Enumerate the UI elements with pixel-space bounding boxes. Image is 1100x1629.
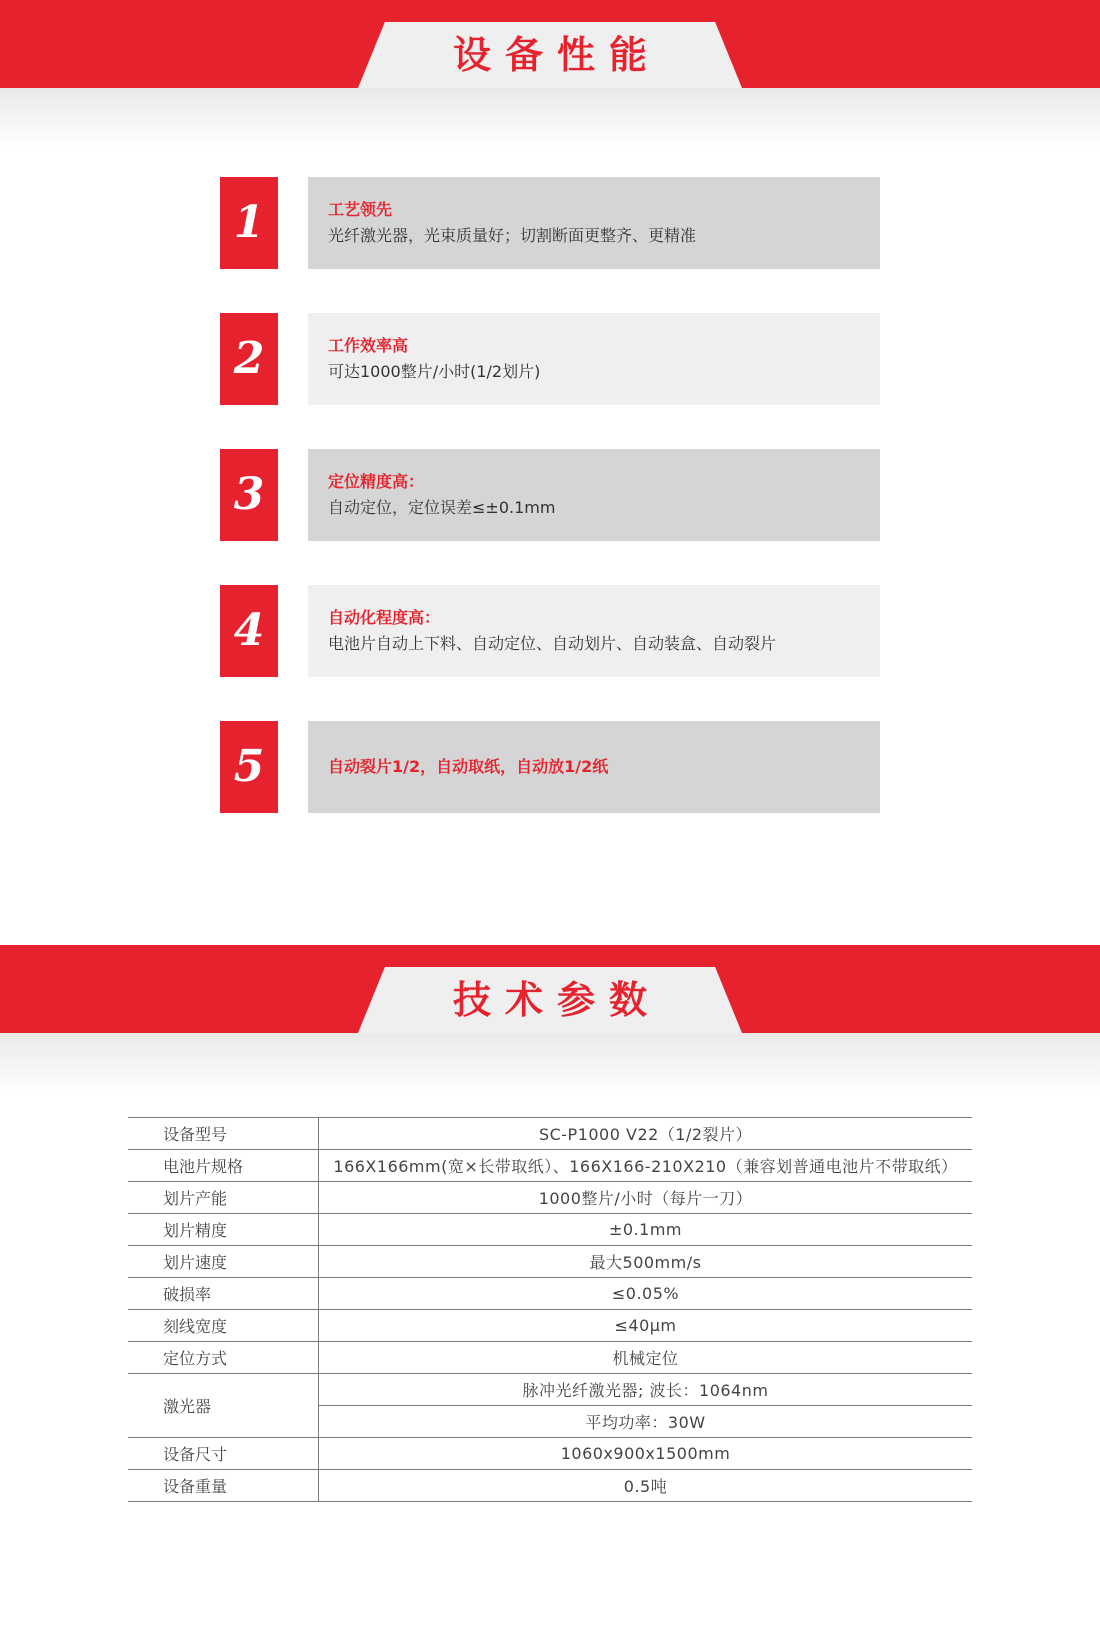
feature-box [308,449,880,541]
feature-desc: 可达1000整片/小时(1/2划片) [328,362,541,381]
spec-value: 166X166mm(宽×长带取纸）、166X166-210X210（兼容划普通电池片不带取纸） [319,1150,973,1182]
spec-key: 划片速度 [128,1246,319,1278]
feature-number: 1 [220,177,278,269]
spec-value: 机械定位 [319,1342,973,1374]
feature-box [308,721,880,813]
performance-title: 设备性能 [452,33,661,77]
table-row [128,1342,972,1374]
feature-item [220,449,880,541]
spec-value: 0.5吨 [319,1470,973,1502]
spec-key: 电池片规格 [128,1150,319,1182]
feature-number: 4 [220,585,278,677]
table-row [128,1246,972,1278]
spec-key: 设备尺寸 [128,1438,319,1470]
feature-number: 2 [220,313,278,405]
table-row [128,1438,972,1470]
spec-key: 划片产能 [128,1182,319,1214]
feature-title: 工艺领先 [328,200,393,219]
table-row [128,1150,972,1182]
feature-box [308,313,880,405]
table-row [128,1310,972,1342]
banner-shadow [0,1033,1100,1093]
spec-value: ≤0.05% [319,1278,973,1310]
table-row [128,1118,972,1150]
spec-key: 设备重量 [128,1470,319,1502]
table-row [128,1182,972,1214]
spec-value: 平均功率：30W [319,1406,973,1438]
table-row [128,1278,972,1310]
feature-box [308,585,880,677]
table-row [128,1214,972,1246]
banner-shadow [0,88,1100,148]
spec-value: 最大500mm/s [319,1246,973,1278]
spec-key: 破损率 [128,1278,319,1310]
feature-item [220,721,880,813]
spec-key: 激光器 [128,1374,319,1438]
table-row [128,1470,972,1502]
feature-desc: 电池片自动上下料、自动定位、自动划片、自动装盒、自动裂片 [328,634,777,653]
spec-value: ≤40μm [319,1310,973,1342]
feature-number: 3 [220,449,278,541]
specs-banner [0,945,1100,1123]
spec-value: 脉冲光纤激光器; 波长：1064nm [319,1374,973,1406]
feature-item [220,313,880,405]
spec-value: 1000整片/小时（每片一刀） [319,1182,973,1214]
feature-desc: 光纤激光器，光束质量好；切割断面更整齐、更精准 [328,226,697,245]
feature-box [308,177,880,269]
spec-value: ±0.1mm [319,1214,973,1246]
specs-table [128,1117,972,1502]
spec-value: SC-P1000 V22（1/2裂片） [319,1118,973,1150]
feature-desc: 自动定位，定位误差≤±0.1mm [328,498,556,517]
spec-key: 定位方式 [128,1342,319,1374]
feature-title: 自动裂片1/2，自动取纸，自动放1/2纸 [328,757,609,776]
spec-value: 1060x900x1500mm [319,1438,973,1470]
feature-item [220,585,880,677]
feature-number: 5 [220,721,278,813]
spec-key: 划片精度 [128,1214,319,1246]
feature-item [220,177,880,269]
table-row [128,1374,972,1406]
spec-key: 刻线宽度 [128,1310,319,1342]
feature-title: 自动化程度高： [328,608,441,627]
performance-banner [0,0,1100,178]
specs-title: 技术参数 [452,978,661,1022]
spec-key: 设备型号 [128,1118,319,1150]
feature-title: 工作效率高 [328,336,409,355]
feature-title: 定位精度高： [328,472,425,491]
